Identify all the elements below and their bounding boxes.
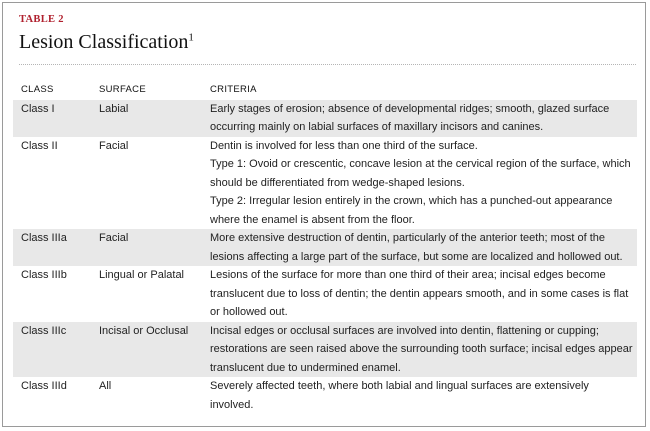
cell-class: Class IIIc <box>13 322 91 378</box>
header-surface: SURFACE <box>99 84 146 95</box>
cell-surface: All <box>99 380 112 392</box>
title-text: Lesion Classification <box>19 31 189 53</box>
criteria-text: Dentin is involved for less than one third of the surface. <box>210 139 478 152</box>
cell-criteria <box>202 100 637 137</box>
table-label: TABLE 2 <box>19 14 64 25</box>
table-title <box>19 31 194 54</box>
cell-surface: Facial <box>99 139 129 152</box>
header-row <box>13 81 637 100</box>
cell-class: Class IIId <box>21 380 67 392</box>
criteria-text: Early stages of erosion; absence of developmental ridges; smooth, glazed surface occurring mainly on labial surfaces of maxillary incisors and canines. <box>210 102 610 133</box>
table-row <box>13 322 637 378</box>
cell-class: Class I <box>13 100 91 137</box>
criteria-text: Type 1: Ovoid or crescentic, concave lesion at the cervical region of the surface, which should be differentiated from wedge-shaped lesions. <box>210 158 631 189</box>
cell-surface: Incisal or Occlusal <box>91 322 202 378</box>
header-class: CLASS <box>21 84 54 95</box>
header-criteria: CRITERIA <box>210 84 257 95</box>
table-row <box>13 377 637 414</box>
lesion-classification-table <box>13 81 637 414</box>
cell-class: Class IIIb <box>21 269 67 281</box>
cell-surface: Lingual or Palatal <box>99 269 185 281</box>
criteria-text: More extensive destruction of dentin, particularly of the anterior teeth; most of the lesions affecting a large part of the surface, but some are localized and hollowed out. <box>210 232 623 263</box>
cell-criteria <box>202 137 637 230</box>
cell-class: Class IIIa <box>13 229 91 266</box>
cell-surface: Facial <box>91 229 202 266</box>
cell-criteria <box>202 266 637 322</box>
table-row <box>13 137 637 230</box>
table-row <box>13 100 637 137</box>
cell-criteria <box>202 229 637 266</box>
title-footnote-marker: 1 <box>188 31 194 44</box>
dotted-divider <box>19 64 636 65</box>
criteria-text: Incisal edges or occlusal surfaces are involved into dentin, flattening or cupping; restorations are seen raised above the surrounding tooth surface; incisal edges appear translucent due to undermined enamel. <box>210 324 633 374</box>
criteria-text: Lesions of the surface for more than one third of their area; incisal edges become translucent due to loss of dentin; the dentin appears smooth, and in some cases is flat or hollowed out. <box>210 269 629 318</box>
cell-criteria <box>202 322 637 378</box>
criteria-text: Severely affected teeth, where both labial and lingual surfaces are extensively involved. <box>210 380 589 411</box>
cell-class: Class II <box>21 139 58 152</box>
cell-criteria <box>202 377 637 414</box>
table-row <box>13 266 637 322</box>
criteria-text: Type 2: Irregular lesion entirely in the crown, which has a punched-out appearance where the enamel is absent from the floor. <box>210 195 613 226</box>
table-row <box>13 229 637 266</box>
cell-surface: Labial <box>91 100 202 137</box>
